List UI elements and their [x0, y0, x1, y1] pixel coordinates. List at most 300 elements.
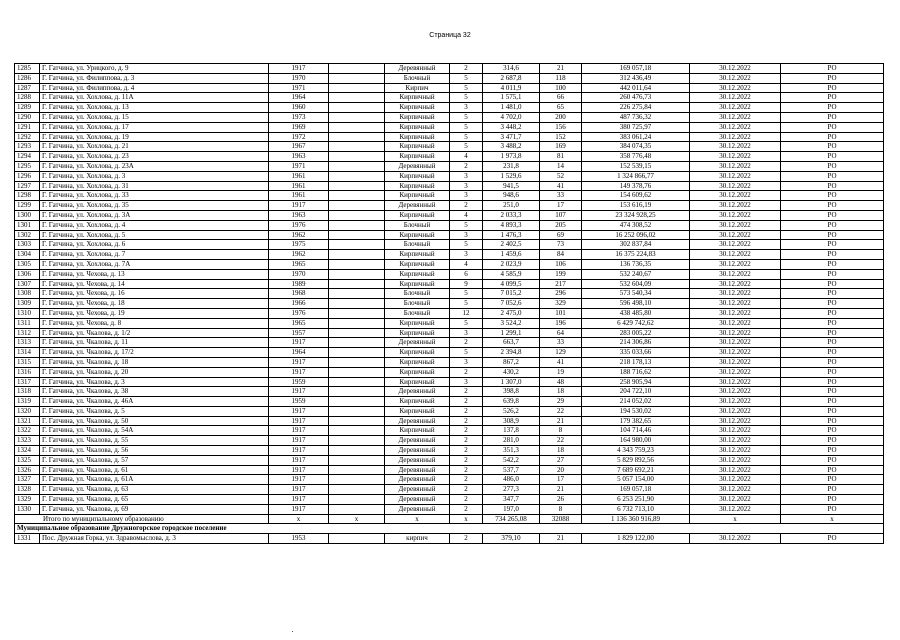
cell-mode: РО	[781, 338, 884, 348]
cell-year: 1989	[269, 279, 329, 289]
cell-material: Блочный	[385, 308, 450, 318]
cell-year: 1917	[269, 436, 329, 446]
cell-date: 30.12.2022	[690, 220, 781, 230]
cell-year: 1917	[269, 446, 329, 456]
cell-address: Г. Гатчина, ул. Хохлова, д. 7А	[40, 259, 269, 269]
cell-blank	[329, 485, 385, 495]
table-row	[15, 240, 884, 250]
cell-date: 30.12.2022	[690, 64, 781, 74]
table-row	[15, 171, 884, 181]
cell-number: 1302	[15, 230, 40, 240]
cell-date: 30.12.2022	[690, 201, 781, 211]
cell-year: 1963	[269, 152, 329, 162]
cell-number: 1310	[15, 308, 40, 318]
cell-date: 30.12.2022	[690, 83, 781, 93]
cell-area: 314,6	[483, 64, 540, 74]
cell-cost: 302 837,84	[582, 240, 690, 250]
table-body	[15, 64, 884, 515]
cell-number: 1328	[15, 485, 40, 495]
cell-blank	[329, 93, 385, 103]
cell-mode: РО	[781, 132, 884, 142]
cell-area: 1 299,1	[483, 328, 540, 338]
cell-address: Г. Гатчина, ул. Чкалова, д. 3	[40, 377, 269, 387]
table-row	[15, 446, 884, 456]
cell-blank	[329, 308, 385, 318]
cell-material: Деревянный	[385, 201, 450, 211]
cell-cost: 4 343 759,23	[582, 446, 690, 456]
cell-address: Г. Гатчина, ул. Чехова, д. 13	[40, 269, 269, 279]
cell-date: 30.12.2022	[690, 250, 781, 260]
cell-apartments: 156	[540, 122, 582, 132]
cell-floors: 5	[450, 240, 483, 250]
cell-area: 1 529,6	[483, 171, 540, 181]
cell-floors: 5	[450, 83, 483, 93]
table-row	[15, 348, 884, 358]
cell-address: Г. Гатчина, ул. Хохлова, д. 31	[40, 181, 269, 191]
cell-apartments: 81	[540, 152, 582, 162]
cell-material: Кирпичный	[385, 210, 450, 220]
cell-mode: РО	[781, 446, 884, 456]
cell-year: 1917	[269, 357, 329, 367]
cell-material: Блочный	[385, 240, 450, 250]
cell-mode: РО	[781, 201, 884, 211]
cell-apartments: 196	[540, 318, 582, 328]
cell-material: Деревянный	[385, 495, 450, 505]
table-row	[15, 504, 884, 514]
cell-address: Г. Гатчина, ул. Чехова, д. 14	[40, 279, 269, 289]
cell-blank	[329, 446, 385, 456]
cell-floors: 2	[450, 455, 483, 465]
cell-area: 3 448,2	[483, 122, 540, 132]
cell-blank	[329, 436, 385, 446]
cell-blank	[329, 534, 385, 544]
subtotal-area: 734 265,08	[483, 514, 540, 524]
cell-material: Деревянный	[385, 504, 450, 514]
cell-mode: РО	[781, 534, 884, 544]
cell-blank	[329, 73, 385, 83]
cell-date: 30.12.2022	[690, 230, 781, 240]
cell-date: 30.12.2022	[690, 181, 781, 191]
cell-mode: РО	[781, 465, 884, 475]
cell-blank	[329, 240, 385, 250]
cell-address: Г. Гатчина, ул. Филиппова, д. 4	[40, 83, 269, 93]
cell-blank	[329, 475, 385, 485]
cell-area: 347,7	[483, 495, 540, 505]
cell-address: Г. Гатчина, ул. Урицкого, д. 9	[40, 64, 269, 74]
cell-cost: 596 498,10	[582, 299, 690, 309]
cell-number: 1325	[15, 455, 40, 465]
cell-material: Кирпичный	[385, 377, 450, 387]
table-row	[15, 485, 884, 495]
cell-date: 30.12.2022	[690, 367, 781, 377]
cell-year: 1917	[269, 426, 329, 436]
subtotal-year: x	[269, 514, 329, 524]
cell-cost: 532 604,09	[582, 279, 690, 289]
cell-address: Г. Гатчина, ул. Хохлова, д. 4	[40, 220, 269, 230]
cell-number: 1313	[15, 338, 40, 348]
cell-floors: 2	[450, 406, 483, 416]
cell-area: 137,8	[483, 426, 540, 436]
cell-blank	[329, 220, 385, 230]
cell-area: 4 585,9	[483, 269, 540, 279]
table-row	[15, 269, 884, 279]
cell-date: 30.12.2022	[690, 377, 781, 387]
table-row	[15, 93, 884, 103]
cell-cost: 380 725,97	[582, 122, 690, 132]
cell-mode: РО	[781, 504, 884, 514]
cell-mode: РО	[781, 495, 884, 505]
cell-area: 197,0	[483, 504, 540, 514]
cell-number: 1315	[15, 357, 40, 367]
cell-area: 1 476,3	[483, 230, 540, 240]
cell-address: Г. Гатчина, ул. Хохлова, д. 33	[40, 191, 269, 201]
cell-material: Кирпичный	[385, 230, 450, 240]
cell-apartments: 41	[540, 181, 582, 191]
cell-year: 1917	[269, 475, 329, 485]
cell-area: 379,10	[483, 534, 540, 544]
cell-area: 308,9	[483, 416, 540, 426]
cell-number: 1314	[15, 348, 40, 358]
cell-address: Г. Гатчина, ул. Хохлова, д. 5	[40, 230, 269, 240]
cell-apartments: 84	[540, 250, 582, 260]
cell-date: 30.12.2022	[690, 348, 781, 358]
cell-cost: 179 382,65	[582, 416, 690, 426]
cell-address: Г. Гатчина, ул. Хохлова, д. 11А	[40, 93, 269, 103]
cell-floors: 5	[450, 299, 483, 309]
cell-floors: 5	[450, 122, 483, 132]
cell-material: Деревянный	[385, 475, 450, 485]
cell-number: 1303	[15, 240, 40, 250]
cell-apartments: 100	[540, 83, 582, 93]
cell-cost: 283 005,22	[582, 328, 690, 338]
table-row	[15, 152, 884, 162]
cell-year: 1960	[269, 103, 329, 113]
cell-address: Г. Гатчина, ул. Чехова, д. 8	[40, 318, 269, 328]
cell-blank	[329, 230, 385, 240]
cell-blank	[329, 210, 385, 220]
cell-area: 7 015,2	[483, 289, 540, 299]
cell-date: 30.12.2022	[690, 279, 781, 289]
cell-date: 30.12.2022	[690, 504, 781, 514]
cell-material: Кирпичный	[385, 132, 450, 142]
cell-apartments: 21	[540, 534, 582, 544]
cell-number: 1316	[15, 367, 40, 377]
cell-area: 526,2	[483, 406, 540, 416]
cell-mode: РО	[781, 406, 884, 416]
cell-date: 30.12.2022	[690, 308, 781, 318]
table-row	[15, 220, 884, 230]
cell-floors: 2	[450, 446, 483, 456]
table-row	[15, 83, 884, 93]
cell-mode: РО	[781, 112, 884, 122]
table-row	[15, 142, 884, 152]
table-row	[15, 465, 884, 475]
cell-address: Г. Гатчина, ул. Чкалова, д. 1/2	[40, 328, 269, 338]
cell-mode: РО	[781, 348, 884, 358]
cell-cost: 214 306,86	[582, 338, 690, 348]
housing-registry-table	[14, 63, 884, 544]
subtotal-row	[15, 514, 884, 524]
cell-year: 1971	[269, 161, 329, 171]
cell-floors: 3	[450, 230, 483, 240]
cell-apartments: 26	[540, 495, 582, 505]
cell-number: 1305	[15, 259, 40, 269]
cell-number: 1318	[15, 387, 40, 397]
cell-address: Г. Гатчина, ул. Чкалова, д. 69	[40, 504, 269, 514]
cell-address: Г. Гатчина, ул. Хохлова, д. 23А	[40, 161, 269, 171]
cell-year: 1973	[269, 112, 329, 122]
cell-year: 1917	[269, 416, 329, 426]
cell-mode: РО	[781, 328, 884, 338]
cell-blank	[329, 191, 385, 201]
cell-date: 30.12.2022	[690, 73, 781, 83]
table-row	[15, 122, 884, 132]
table-row	[15, 259, 884, 269]
cell-area: 948,6	[483, 191, 540, 201]
cell-cost: 7 689 692,21	[582, 465, 690, 475]
cell-cost: 136 736,35	[582, 259, 690, 269]
cell-material: Кирпич	[385, 83, 450, 93]
cell-date: 30.12.2022	[690, 299, 781, 309]
cell-mode: РО	[781, 367, 884, 377]
cell-blank	[329, 161, 385, 171]
cell-date: 30.12.2022	[690, 416, 781, 426]
cell-date: 30.12.2022	[690, 338, 781, 348]
cell-material: Кирпичный	[385, 269, 450, 279]
cell-floors: 2	[450, 201, 483, 211]
cell-apartments: 329	[540, 299, 582, 309]
cell-address: Г. Гатчина, ул. Хохлова, д. 3А	[40, 210, 269, 220]
cell-apartments: 152	[540, 132, 582, 142]
cell-apartments: 18	[540, 446, 582, 456]
cell-area: 4 011,9	[483, 83, 540, 93]
cell-cost: 358 776,48	[582, 152, 690, 162]
cell-area: 2 023,9	[483, 259, 540, 269]
cell-apartments: 17	[540, 475, 582, 485]
cell-cost: 169 057,18	[582, 485, 690, 495]
cell-date: 30.12.2022	[690, 191, 781, 201]
cell-apartments: 27	[540, 455, 582, 465]
cell-address: Г. Гатчина, ул. Чкалова, д. 57	[40, 455, 269, 465]
cell-apartments: 33	[540, 191, 582, 201]
cell-number: 1294	[15, 152, 40, 162]
cell-address: Г. Гатчина, ул. Чкалова, д. 18	[40, 357, 269, 367]
cell-blank	[329, 142, 385, 152]
cell-year: 1970	[269, 73, 329, 83]
cell-number: 1291	[15, 122, 40, 132]
cell-area: 639,8	[483, 397, 540, 407]
cell-area: 351,3	[483, 446, 540, 456]
table-row	[15, 495, 884, 505]
cell-mode: РО	[781, 220, 884, 230]
cell-blank	[329, 338, 385, 348]
cell-material: Кирпичный	[385, 152, 450, 162]
cell-area: 4 099,5	[483, 279, 540, 289]
cell-year: 1968	[269, 289, 329, 299]
cell-mode: РО	[781, 93, 884, 103]
cell-cost: 218 178,13	[582, 357, 690, 367]
cell-number: 1331	[15, 534, 40, 544]
cell-area: 1 307,0	[483, 377, 540, 387]
cell-year: 1917	[269, 465, 329, 475]
stray-mark	[292, 631, 293, 632]
cell-year: 1917	[269, 367, 329, 377]
cell-blank	[329, 357, 385, 367]
cell-mode: РО	[781, 485, 884, 495]
cell-mode: РО	[781, 318, 884, 328]
cell-date: 30.12.2022	[690, 161, 781, 171]
cell-blank	[329, 318, 385, 328]
cell-area: 2 033,3	[483, 210, 540, 220]
cell-date: 30.12.2022	[690, 406, 781, 416]
cell-apartments: 21	[540, 64, 582, 74]
cell-floors: 5	[450, 220, 483, 230]
cell-address: Г. Гатчина, ул. Чкалова, д. 61А	[40, 475, 269, 485]
cell-address: Пос. Дружная Горка, ул. Здравомыслова, д. 3	[40, 534, 269, 544]
cell-year: 1917	[269, 387, 329, 397]
cell-year: 1975	[269, 240, 329, 250]
cell-apartments: 73	[540, 240, 582, 250]
cell-number: 1290	[15, 112, 40, 122]
cell-floors: 3	[450, 171, 483, 181]
cell-area: 3 488,2	[483, 142, 540, 152]
cell-year: 1976	[269, 308, 329, 318]
cell-floors: 5	[450, 348, 483, 358]
cell-material: Деревянный	[385, 338, 450, 348]
cell-number: 1301	[15, 220, 40, 230]
cell-floors: 2	[450, 465, 483, 475]
cell-floors: 2	[450, 161, 483, 171]
cell-cost: 532 240,67	[582, 269, 690, 279]
cell-number: 1287	[15, 83, 40, 93]
cell-number: 1312	[15, 328, 40, 338]
cell-floors: 2	[450, 338, 483, 348]
cell-date: 30.12.2022	[690, 210, 781, 220]
table-row	[15, 181, 884, 191]
cell-blank	[329, 259, 385, 269]
table-row	[15, 455, 884, 465]
cell-material: кирпич	[385, 534, 450, 544]
cell-apartments: 129	[540, 348, 582, 358]
cell-year: 1917	[269, 64, 329, 74]
cell-area: 231,8	[483, 161, 540, 171]
cell-cost: 260 476,73	[582, 93, 690, 103]
cell-blank	[329, 416, 385, 426]
cell-mode: РО	[781, 397, 884, 407]
cell-area: 941,5	[483, 181, 540, 191]
cell-apartments: 66	[540, 93, 582, 103]
cell-address: Г. Гатчина, ул. Хохлова, д. 21	[40, 142, 269, 152]
cell-cost: 5 057 154,00	[582, 475, 690, 485]
cell-cost: 312 436,49	[582, 73, 690, 83]
subtotal-label: Итого по муниципальному образованию	[15, 514, 269, 524]
cell-material: Блочный	[385, 220, 450, 230]
cell-mode: РО	[781, 387, 884, 397]
cell-floors: 3	[450, 103, 483, 113]
cell-date: 30.12.2022	[690, 289, 781, 299]
cell-cost: 438 485,80	[582, 308, 690, 318]
cell-date: 30.12.2022	[690, 269, 781, 279]
cell-apartments: 14	[540, 161, 582, 171]
cell-area: 277,3	[483, 485, 540, 495]
cell-cost: 384 074,35	[582, 142, 690, 152]
cell-area: 281,0	[483, 436, 540, 446]
cell-year: 1964	[269, 93, 329, 103]
cell-blank	[329, 132, 385, 142]
table-row	[15, 73, 884, 83]
cell-number: 1320	[15, 406, 40, 416]
cell-floors: 5	[450, 112, 483, 122]
cell-number: 1300	[15, 210, 40, 220]
cell-floors: 2	[450, 504, 483, 514]
cell-floors: 2	[450, 436, 483, 446]
table-row	[15, 426, 884, 436]
cell-area: 3 471,7	[483, 132, 540, 142]
table-row	[15, 64, 884, 74]
cell-material: Кирпичный	[385, 93, 450, 103]
table-row	[15, 475, 884, 485]
cell-blank	[329, 426, 385, 436]
table-footer	[15, 514, 884, 543]
table-row	[15, 318, 884, 328]
section-heading: Муниципальное образование Дружногорское городское поселение	[15, 524, 884, 534]
cell-address: Г. Гатчина, ул. Чкалова, д. 17/2	[40, 348, 269, 358]
cell-blank	[329, 465, 385, 475]
cell-area: 542,2	[483, 455, 540, 465]
table-row	[15, 210, 884, 220]
cell-cost: 6 429 742,62	[582, 318, 690, 328]
cell-material: Кирпичный	[385, 279, 450, 289]
cell-area: 2 402,5	[483, 240, 540, 250]
cell-number: 1304	[15, 250, 40, 260]
cell-year: 1959	[269, 377, 329, 387]
cell-number: 1288	[15, 93, 40, 103]
cell-mode: РО	[781, 269, 884, 279]
cell-cost: 104 714,46	[582, 426, 690, 436]
cell-date: 30.12.2022	[690, 534, 781, 544]
cell-material: Деревянный	[385, 465, 450, 475]
cell-material: Блочный	[385, 73, 450, 83]
cell-year: 1957	[269, 328, 329, 338]
cell-blank	[329, 171, 385, 181]
table-row	[15, 132, 884, 142]
cell-year: 1917	[269, 338, 329, 348]
cell-apartments: 296	[540, 289, 582, 299]
cell-number: 1286	[15, 73, 40, 83]
cell-number: 1324	[15, 446, 40, 456]
cell-material: Кирпичный	[385, 142, 450, 152]
cell-number: 1323	[15, 436, 40, 446]
cell-address: Г. Гатчина, ул. Хохлова, д. 19	[40, 132, 269, 142]
cell-number: 1309	[15, 299, 40, 309]
cell-mode: РО	[781, 191, 884, 201]
cell-apartments: 200	[540, 112, 582, 122]
cell-date: 30.12.2022	[690, 387, 781, 397]
cell-year: 1963	[269, 210, 329, 220]
cell-address: Г. Гатчина, ул. Хохлова, д. 7	[40, 250, 269, 260]
cell-mode: РО	[781, 259, 884, 269]
cell-floors: 6	[450, 269, 483, 279]
cell-apartments: 107	[540, 210, 582, 220]
cell-date: 30.12.2022	[690, 495, 781, 505]
cell-mode: РО	[781, 210, 884, 220]
cell-year: 1961	[269, 171, 329, 181]
cell-floors: 9	[450, 279, 483, 289]
cell-material: Кирпичный	[385, 397, 450, 407]
cell-floors: 3	[450, 357, 483, 367]
cell-apartments: 118	[540, 73, 582, 83]
cell-apartments: 21	[540, 485, 582, 495]
